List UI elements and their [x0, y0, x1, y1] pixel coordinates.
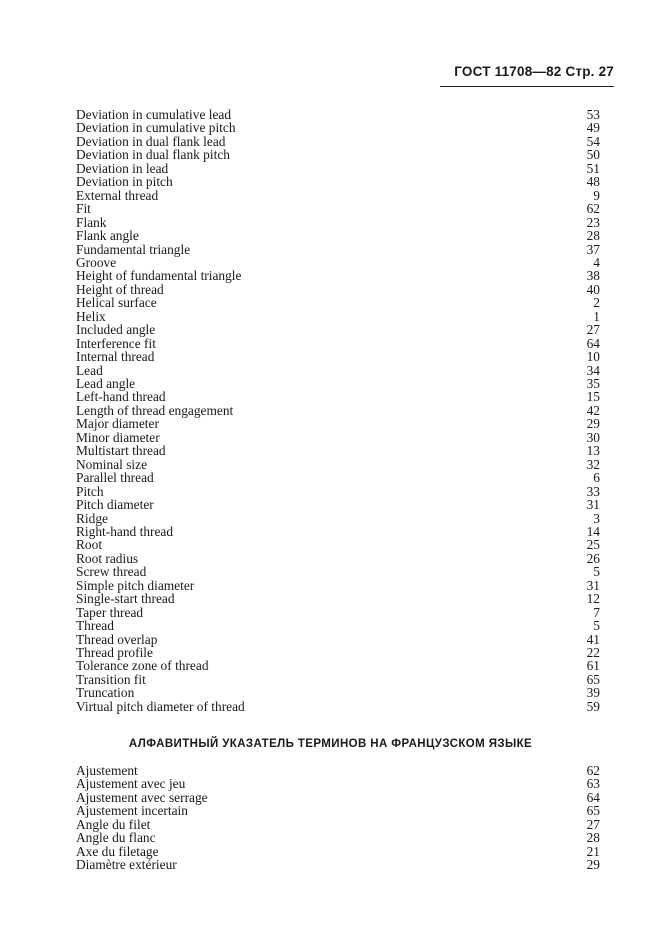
index-entry [76, 485, 600, 499]
index-entry [76, 592, 600, 606]
index-entry [76, 525, 600, 539]
index-entry [76, 337, 600, 351]
term-number: 61 [586, 658, 600, 674]
header-rule [440, 86, 614, 87]
term-number: 48 [586, 174, 600, 190]
index-term: Deviation in dual flank pitch [76, 147, 230, 163]
index-term: Fundamental triangle [76, 241, 191, 257]
index-entry [76, 858, 600, 872]
term-number: 23 [586, 214, 600, 230]
index-term: Pitch diameter [76, 497, 154, 513]
index-entry [76, 633, 600, 647]
term-number: 62 [586, 763, 600, 778]
term-number: 32 [586, 456, 600, 472]
index-term: Transition fit [76, 671, 146, 687]
term-number: 28 [586, 228, 600, 244]
index-term: Included angle [76, 322, 156, 338]
index-entry [76, 619, 600, 633]
term-number: 4 [593, 254, 600, 270]
term-number: 40 [586, 281, 600, 297]
index-term: Fit [76, 201, 91, 217]
index-entry [76, 364, 600, 378]
index-entry [76, 216, 600, 230]
index-entry [76, 606, 600, 620]
term-number: 65 [586, 671, 600, 687]
index-term: Right-hand thread [76, 523, 174, 539]
index-term: Thread profile [76, 645, 153, 660]
index-term: Deviation in pitch [76, 174, 173, 190]
index-term: Height of thread [76, 281, 164, 297]
term-number: 41 [586, 631, 600, 647]
index-entry [76, 189, 600, 203]
term-number: 3 [593, 510, 600, 526]
term-number: 31 [586, 577, 600, 593]
index-term: Ridge [76, 510, 108, 526]
index-entry [76, 700, 600, 714]
term-number: 29 [586, 416, 600, 432]
term-number: 22 [586, 645, 600, 660]
term-number: 26 [586, 550, 600, 566]
index-term: Minor diameter [76, 429, 160, 445]
index-term: Ajustement [76, 763, 138, 778]
term-number: 49 [586, 120, 600, 136]
term-number: 64 [586, 335, 600, 351]
term-number: 62 [586, 201, 600, 217]
term-number: 7 [593, 604, 600, 620]
term-number: 31 [586, 497, 600, 513]
term-number: 5 [593, 618, 600, 634]
term-number: 27 [586, 322, 600, 338]
index-term: Height of fundamental triangle [76, 268, 242, 284]
index-entry [76, 229, 600, 243]
index-term: Root radius [76, 550, 139, 566]
index-term: Diamètre extérieur [76, 857, 177, 873]
index-term: Virtual pitch diameter of thread [76, 698, 245, 714]
term-number: 14 [586, 523, 600, 539]
index-term: Single-start thread [76, 591, 175, 607]
term-number: 65 [586, 803, 600, 819]
index-term: Ajustement incertain [76, 803, 188, 819]
index-entry [76, 243, 600, 257]
term-number: 6 [593, 470, 600, 486]
index-term: Taper thread [76, 604, 144, 620]
term-number: 54 [586, 133, 600, 149]
term-number: 35 [586, 376, 600, 391]
term-number: 15 [586, 389, 600, 405]
index-term: Groove [76, 254, 117, 270]
index-term: Root [76, 537, 103, 553]
term-number: 51 [586, 160, 600, 176]
term-number: 2 [593, 295, 600, 311]
index-term: Deviation in cumulative lead [76, 107, 232, 122]
index-entry [76, 444, 600, 458]
index-term: Pitch [76, 483, 104, 499]
index-term: Helical surface [76, 295, 157, 311]
index-entry [76, 673, 600, 687]
term-number: 21 [586, 843, 600, 859]
index-term: Length of thread engagement [76, 402, 234, 418]
term-number: 33 [586, 483, 600, 499]
index-term: Interference fit [76, 335, 156, 351]
term-number: 28 [586, 830, 600, 846]
term-number: 64 [586, 789, 600, 805]
french-index-title: АЛФАВИТНЫЙ УКАЗАТЕЛЬ ТЕРМИНОВ НА ФРАНЦУЗСКОМ ЯЗЫКЕ [128, 738, 533, 750]
index-term: Multistart thread [76, 443, 166, 459]
term-number: 1 [593, 308, 600, 324]
index-entry [76, 538, 600, 552]
index-term: Angle du flanc [76, 830, 156, 846]
index-entry [76, 296, 600, 310]
term-number: 38 [586, 268, 600, 284]
index-term: Thread [76, 618, 114, 634]
index-term: Simple pitch diameter [76, 577, 195, 593]
index-term: Lead angle [76, 376, 136, 391]
index-entry [76, 498, 600, 512]
term-number: 5 [593, 564, 600, 580]
index-term: Deviation in lead [76, 160, 169, 176]
index-term: Internal thread [76, 349, 155, 365]
index-entry [76, 804, 600, 818]
index-entry [76, 471, 600, 485]
index-term: Deviation in dual flank lead [76, 133, 226, 149]
index-term: Screw thread [76, 564, 147, 580]
index-entry [76, 659, 600, 673]
term-number: 37 [586, 241, 600, 257]
term-number: 27 [586, 816, 600, 832]
term-number: 29 [586, 857, 600, 873]
term-number: 25 [586, 537, 600, 553]
term-number: 34 [586, 362, 600, 378]
index-term: Helix [76, 308, 106, 324]
index-term: Flank angle [76, 228, 139, 244]
index-term: Ajustement avec serrage [76, 789, 208, 805]
term-number: 39 [586, 685, 600, 701]
index-term: Major diameter [76, 416, 159, 432]
index-term: Parallel thread [76, 470, 154, 486]
term-number: 30 [586, 429, 600, 445]
term-number: 12 [586, 591, 600, 607]
term-number: 42 [586, 402, 600, 418]
index-term: External thread [76, 187, 159, 203]
index-term: Nominal size [76, 456, 148, 472]
index-term: Tolerance zone of thread [76, 658, 209, 674]
term-number: 13 [586, 443, 600, 459]
term-number: 59 [586, 698, 600, 714]
term-number: 63 [586, 776, 600, 792]
term-number: 10 [586, 349, 600, 365]
index-entry [76, 458, 600, 472]
index-term: Ajustement avec jeu [76, 776, 186, 792]
index-term: Flank [76, 214, 107, 230]
index-entry [76, 350, 600, 364]
index-term: Truncation [76, 685, 135, 701]
index-term: Left-hand thread [76, 389, 166, 405]
index-term: Deviation in cumulative pitch [76, 120, 236, 136]
term-number: 50 [586, 147, 600, 163]
index-term: Angle du filet [76, 816, 151, 832]
index-term: Lead [76, 362, 103, 378]
page-header: ГОСТ 11708—82 Стр. 27 [454, 64, 614, 79]
term-number: 9 [593, 187, 600, 203]
index-term: Axe du filetage [76, 843, 159, 859]
term-number: 53 [586, 107, 600, 122]
index-term: Thread overlap [76, 631, 158, 647]
index-entry [76, 202, 600, 216]
index-entry [76, 552, 600, 566]
